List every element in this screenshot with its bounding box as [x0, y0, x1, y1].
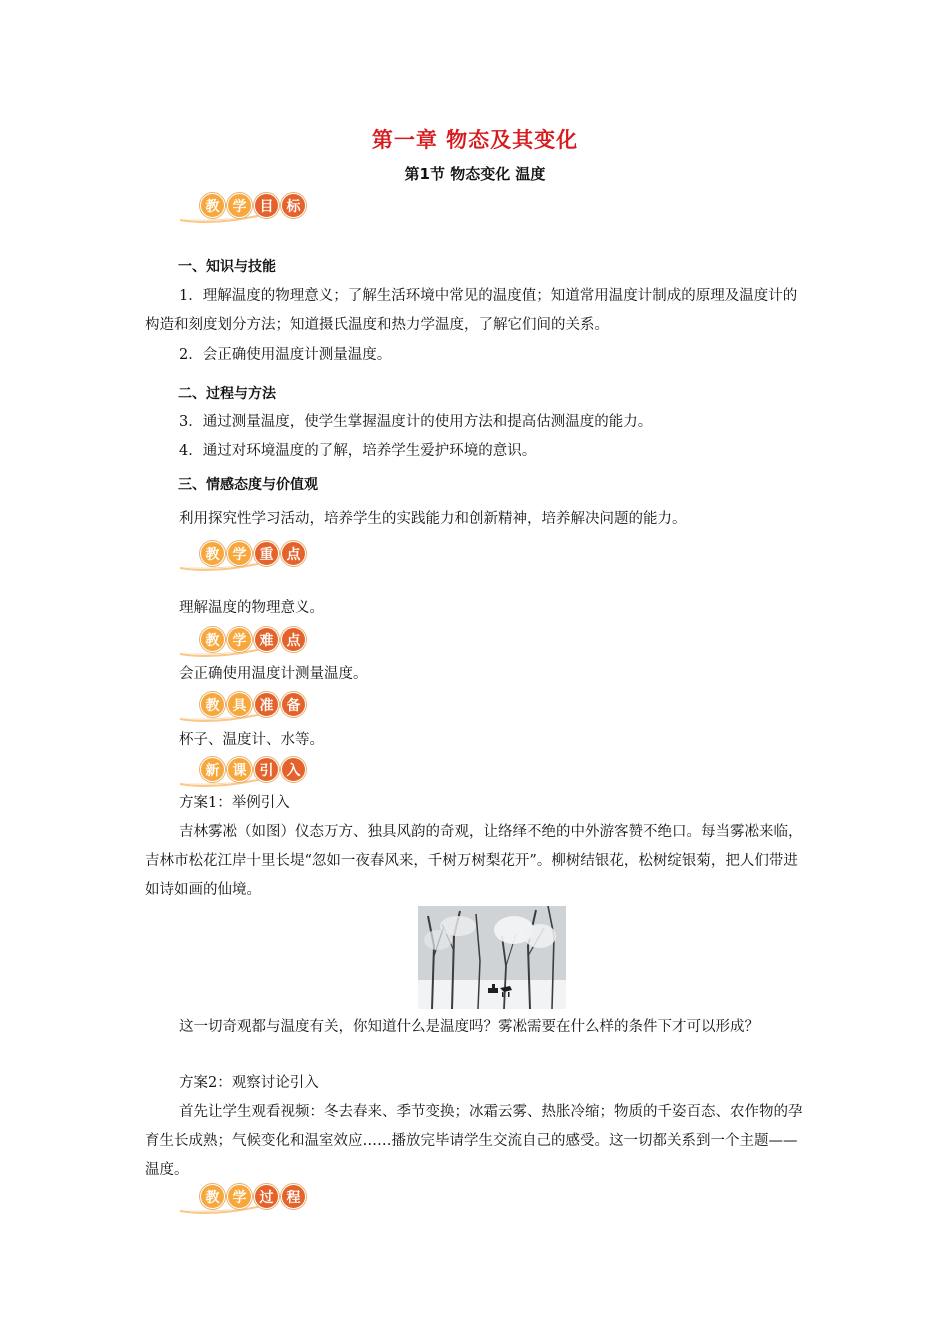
- key-points-text: 理解温度的物理意义。: [179, 600, 324, 616]
- rime-photo: [418, 906, 566, 1009]
- goals-paragraph-2: 2．会正确使用温度计测量温度。: [179, 347, 392, 363]
- goals-heading-process: 二、过程与方法: [178, 386, 276, 402]
- badge-char: 教: [200, 1184, 225, 1209]
- goals-heading-attitude: 三、情感态度与价值观: [178, 477, 318, 493]
- plan2-text: 首先让学生观看视频：冬去春来、季节变换；冰霜云雾、热胀冷缩；物质的千姿百态、农作物的孕育生长成熟；气候变化和温室效应……播放完毕请学生交流自己的感受。这一切都关系到一个主题——温度。: [145, 1104, 803, 1178]
- badge-char: 新: [200, 757, 225, 782]
- badge-char: 引: [254, 757, 279, 782]
- badge-char: 学: [227, 193, 252, 218]
- chapter-title: 第一章 物态及其变化: [371, 128, 579, 152]
- plan1-title: 方案1：举例引入: [179, 795, 290, 811]
- goals-paragraph-4: 4．通过对环境温度的了解，培养学生爱护环境的意识。: [179, 443, 537, 459]
- badge-char: 过: [254, 1184, 279, 1209]
- section-title: 第1节 物态变化 温度: [404, 165, 546, 183]
- badge-char: 目: [254, 193, 279, 218]
- plan1-question: 这一切奇观都与温度有关，你知道什么是温度吗？雾凇需要在什么样的条件下才可以形成？: [179, 1019, 759, 1035]
- badge-char: 备: [281, 692, 306, 717]
- badge-char: 教: [200, 193, 225, 218]
- materials-text: 杯子、温度计、水等。: [179, 732, 324, 748]
- badge-char: 学: [227, 627, 252, 652]
- goals-heading-knowledge: 一、知识与技能: [178, 259, 276, 275]
- badge-char: 学: [227, 1184, 252, 1209]
- badge-char: 入: [281, 757, 306, 782]
- badge-char: 点: [281, 627, 306, 652]
- badge-char: 标: [281, 193, 306, 218]
- badge-char: 重: [254, 541, 279, 566]
- badge-char: 程: [281, 1184, 306, 1209]
- badge-char: 教: [200, 627, 225, 652]
- plan1-text: 吉林雾凇（如图）仪态万方、独具风韵的奇观，让络绎不绝的中外游客赞不绝口。每当雾凇来临，吉林市松花江岸十里长堤“忽如一夜春风来，千树万树梨花开”。柳树结银花，松树绽银菊，把人们带进如诗如画的仙境。: [145, 824, 803, 898]
- badge-char: 准: [254, 692, 279, 717]
- badge-char: 教: [200, 692, 225, 717]
- badge-char: 点: [281, 541, 306, 566]
- goals-paragraph-1: 1．理解温度的物理意义；了解生活环境中常见的温度值；知道常用温度计制成的原理及温度计的构造和刻度划分方法；知道摄氏温度和热力学温度，了解它们间的关系。: [145, 288, 798, 333]
- plan2-title: 方案2：观察讨论引入: [179, 1075, 319, 1091]
- badge-char: 难: [254, 627, 279, 652]
- difficulties-text: 会正确使用温度计测量温度。: [179, 666, 368, 682]
- badge-char: 学: [227, 541, 252, 566]
- badge-char: 课: [227, 757, 252, 782]
- badge-char: 具: [227, 692, 252, 717]
- goals-paragraph-5: 利用探究性学习活动，培养学生的实践能力和创新精神，培养解决问题的能力。: [179, 511, 687, 527]
- goals-paragraph-3: 3．通过测量温度，使学生掌握温度计的使用方法和提高估测温度的能力。: [179, 414, 653, 430]
- badge-char: 教: [200, 541, 225, 566]
